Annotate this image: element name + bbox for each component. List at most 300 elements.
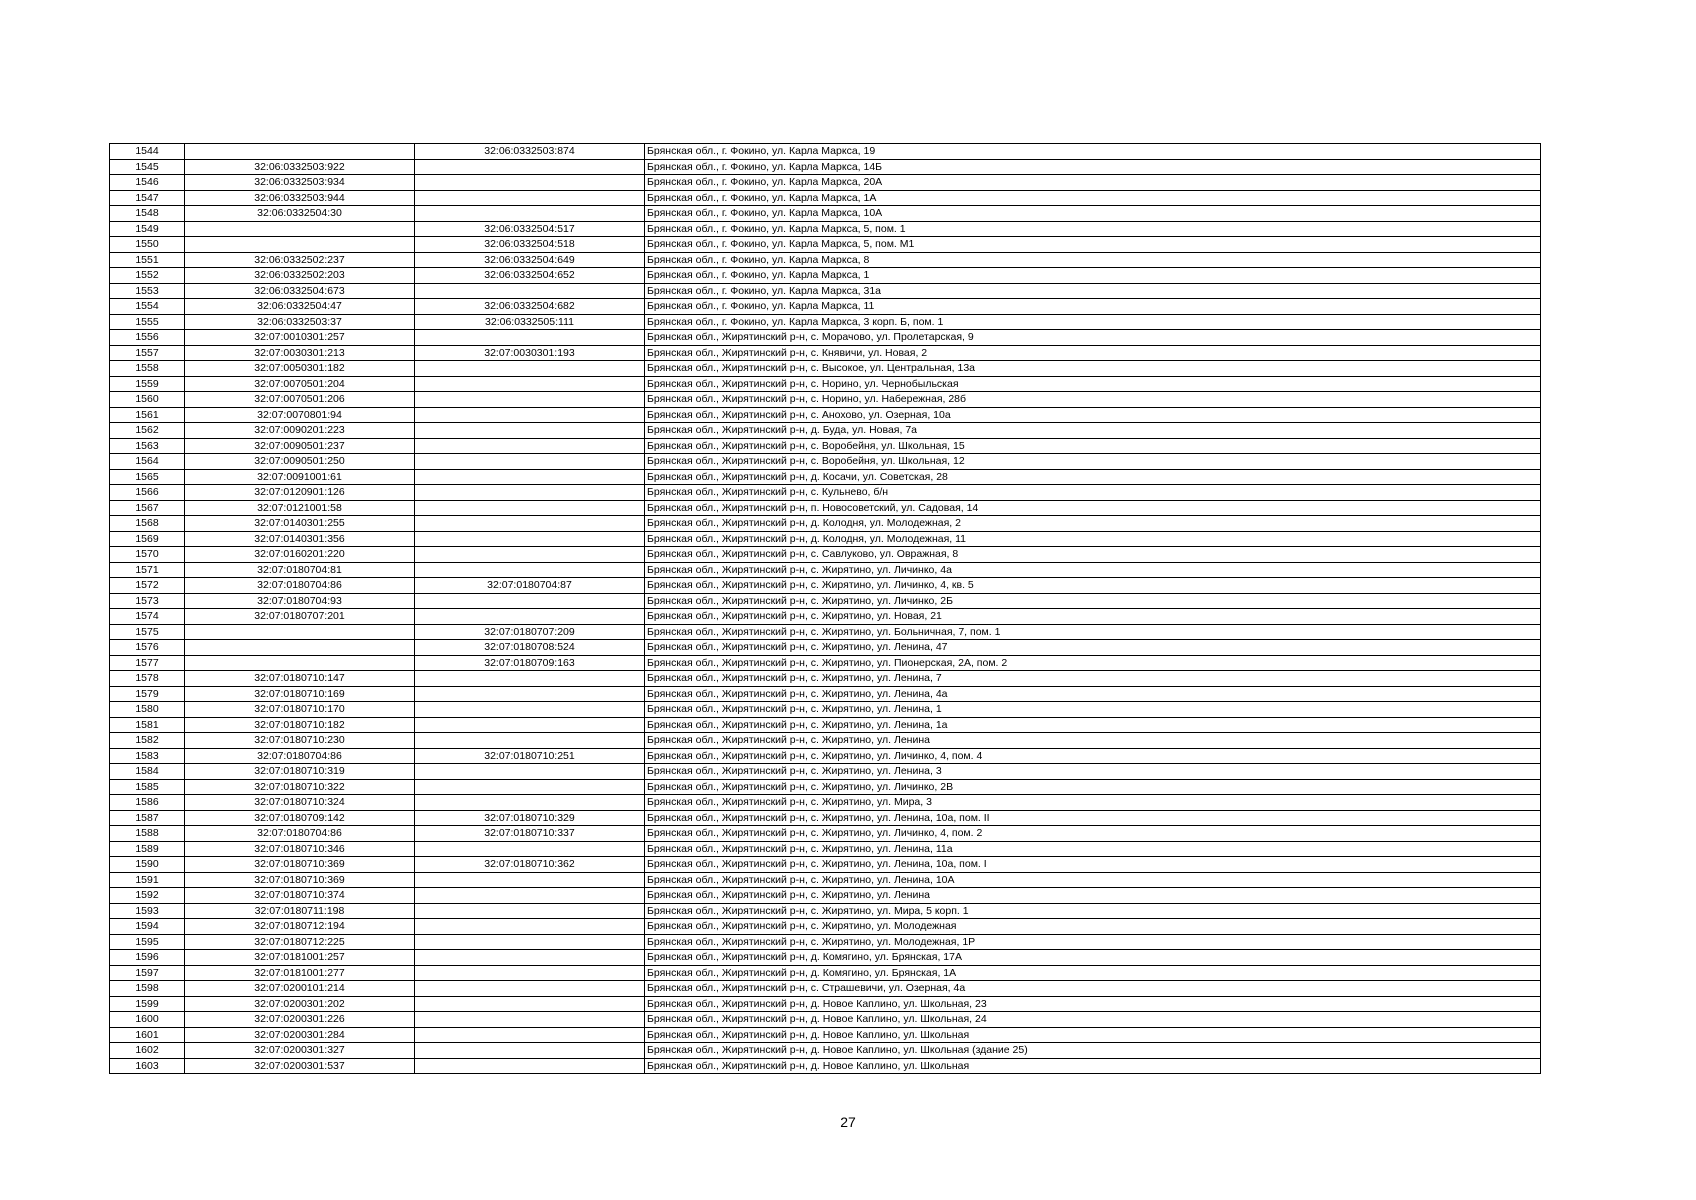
premises-cadastral-number-cell [415, 965, 645, 981]
cadastral-number-cell: 32:07:0180707:201 [185, 609, 415, 625]
address-cell: Брянская обл., Жирятинский р-н, с. Княвичи, ул. Новая, 2 [645, 345, 1541, 361]
premises-cadastral-number-cell: 32:07:0180710:251 [415, 748, 645, 764]
cadastral-number-cell: 32:07:0180710:169 [185, 686, 415, 702]
premises-cadastral-number-cell [415, 407, 645, 423]
row-number-cell: 1599 [110, 996, 185, 1012]
address-cell: Брянская обл., г. Фокино, ул. Карла Маркса, 20А [645, 175, 1541, 191]
cadastral-number-cell: 32:07:0180704:81 [185, 562, 415, 578]
cadastral-number-cell: 32:07:0180710:324 [185, 795, 415, 811]
address-cell: Брянская обл., г. Фокино, ул. Карла Маркса, 11 [645, 299, 1541, 315]
row-number-cell: 1551 [110, 252, 185, 268]
premises-cadastral-number-cell [415, 516, 645, 532]
row-number-cell: 1573 [110, 593, 185, 609]
address-cell: Брянская обл., Жирятинский р-н, с. Жирятино, ул. Ленина, 4а [645, 686, 1541, 702]
premises-cadastral-number-cell [415, 330, 645, 346]
table-row [110, 516, 1541, 532]
address-cell: Брянская обл., Жирятинский р-н, с. Страшевичи, ул. Озерная, 4а [645, 981, 1541, 997]
premises-cadastral-number-cell [415, 872, 645, 888]
table-row [110, 640, 1541, 656]
cadastral-number-cell: 32:07:0180704:86 [185, 748, 415, 764]
premises-cadastral-number-cell [415, 733, 645, 749]
table-row [110, 981, 1541, 997]
cadastral-number-cell [185, 221, 415, 237]
row-number-cell: 1561 [110, 407, 185, 423]
cadastral-number-cell: 32:06:0332504:673 [185, 283, 415, 299]
address-cell: Брянская обл., Жирятинский р-н, с. Жирятино, ул. Ленина, 7 [645, 671, 1541, 687]
table-row [110, 485, 1541, 501]
row-number-cell: 1553 [110, 283, 185, 299]
cadastral-number-cell: 32:07:0181001:257 [185, 950, 415, 966]
table-row [110, 500, 1541, 516]
premises-cadastral-number-cell [415, 1043, 645, 1059]
address-cell: Брянская обл., г. Фокино, ул. Карла Маркса, 8 [645, 252, 1541, 268]
row-number-cell: 1601 [110, 1027, 185, 1043]
premises-cadastral-number-cell: 32:07:0180710:362 [415, 857, 645, 873]
address-cell: Брянская обл., Жирятинский р-н, с. Высокое, ул. Центральная, 13а [645, 361, 1541, 377]
cadastral-number-cell: 32:07:0070801:94 [185, 407, 415, 423]
cadastral-number-cell: 32:07:0200301:284 [185, 1027, 415, 1043]
table-row [110, 717, 1541, 733]
table-row [110, 392, 1541, 408]
premises-cadastral-number-cell [415, 562, 645, 578]
row-number-cell: 1570 [110, 547, 185, 563]
premises-cadastral-number-cell [415, 159, 645, 175]
address-cell: Брянская обл., Жирятинский р-н, с. Жирятино, ул. Пионерская, 2А, пом. 2 [645, 655, 1541, 671]
address-cell: Брянская обл., Жирятинский р-н, д. Комягино, ул. Брянская, 1А [645, 965, 1541, 981]
row-number-cell: 1591 [110, 872, 185, 888]
address-cell: Брянская обл., Жирятинский р-н, д. Новое Каплино, ул. Школьная, 24 [645, 1012, 1541, 1028]
address-cell: Брянская обл., Жирятинский р-н, с. Жирятино, ул. Молодежная [645, 919, 1541, 935]
premises-cadastral-number-cell: 32:07:0180710:329 [415, 810, 645, 826]
table-row [110, 531, 1541, 547]
address-cell: Брянская обл., Жирятинский р-н, с. Жирятино, ул. Ленина, 47 [645, 640, 1541, 656]
premises-cadastral-number-cell: 32:06:0332504:682 [415, 299, 645, 315]
premises-cadastral-number-cell [415, 764, 645, 780]
premises-cadastral-number-cell: 32:07:0180710:337 [415, 826, 645, 842]
address-cell: Брянская обл., Жирятинский р-н, с. Жирятино, ул. Личинко, 4, кв. 5 [645, 578, 1541, 594]
address-cell: Брянская обл., г. Фокино, ул. Карла Маркса, 1А [645, 190, 1541, 206]
premises-cadastral-number-cell [415, 593, 645, 609]
row-number-cell: 1602 [110, 1043, 185, 1059]
cadastral-number-cell: 32:07:0140301:255 [185, 516, 415, 532]
premises-cadastral-number-cell [415, 702, 645, 718]
cadastral-number-cell: 32:07:0090201:223 [185, 423, 415, 439]
cadastral-number-cell: 32:07:0180710:182 [185, 717, 415, 733]
row-number-cell: 1585 [110, 779, 185, 795]
address-cell: Брянская обл., Жирятинский р-н, п. Новосоветский, ул. Садовая, 14 [645, 500, 1541, 516]
table-row [110, 671, 1541, 687]
premises-cadastral-number-cell [415, 438, 645, 454]
premises-cadastral-number-cell [415, 1027, 645, 1043]
premises-cadastral-number-cell: 32:07:0180704:87 [415, 578, 645, 594]
cadastral-number-cell: 32:07:0030301:213 [185, 345, 415, 361]
address-cell: Брянская обл., Жирятинский р-н, с. Воробейня, ул. Школьная, 12 [645, 454, 1541, 470]
cadastral-number-cell: 32:06:0332504:47 [185, 299, 415, 315]
row-number-cell: 1547 [110, 190, 185, 206]
cadastral-number-cell: 32:07:0180704:93 [185, 593, 415, 609]
row-number-cell: 1559 [110, 376, 185, 392]
row-number-cell: 1567 [110, 500, 185, 516]
table-row [110, 268, 1541, 284]
row-number-cell: 1578 [110, 671, 185, 687]
address-cell: Брянская обл., Жирятинский р-н, с. Жирятино, ул. Ленина, 10А [645, 872, 1541, 888]
table-row [110, 857, 1541, 873]
premises-cadastral-number-cell: 32:07:0180708:524 [415, 640, 645, 656]
address-cell: Брянская обл., Жирятинский р-н, с. Жирятино, ул. Ленина, 11а [645, 841, 1541, 857]
premises-cadastral-number-cell [415, 888, 645, 904]
row-number-cell: 1565 [110, 469, 185, 485]
cadastral-number-cell: 32:06:0332503:922 [185, 159, 415, 175]
row-number-cell: 1558 [110, 361, 185, 377]
address-cell: Брянская обл., г. Фокино, ул. Карла Маркса, 14Б [645, 159, 1541, 175]
page-number: 27 [840, 1114, 856, 1130]
table-row [110, 190, 1541, 206]
table-row [110, 299, 1541, 315]
table-row [110, 144, 1541, 160]
premises-cadastral-number-cell: 32:06:0332505:111 [415, 314, 645, 330]
cadastral-number-cell [185, 624, 415, 640]
address-cell: Брянская обл., Жирятинский р-н, с. Жирятино, ул. Личинко, 4а [645, 562, 1541, 578]
premises-cadastral-number-cell: 32:07:0030301:193 [415, 345, 645, 361]
table-row [110, 159, 1541, 175]
table-row [110, 764, 1541, 780]
address-cell: Брянская обл., Жирятинский р-н, с. Морачово, ул. Пролетарская, 9 [645, 330, 1541, 346]
premises-cadastral-number-cell [415, 779, 645, 795]
table-row [110, 1027, 1541, 1043]
cadastral-number-cell: 32:07:0180710:346 [185, 841, 415, 857]
premises-cadastral-number-cell [415, 376, 645, 392]
cadastral-number-cell: 32:06:0332503:934 [185, 175, 415, 191]
table-row [110, 795, 1541, 811]
table-row [110, 872, 1541, 888]
premises-cadastral-number-cell [415, 500, 645, 516]
table-row [110, 283, 1541, 299]
row-number-cell: 1566 [110, 485, 185, 501]
premises-cadastral-number-cell [415, 175, 645, 191]
premises-cadastral-number-cell [415, 1058, 645, 1074]
address-cell: Брянская обл., Жирятинский р-н, д. Буда, ул. Новая, 7а [645, 423, 1541, 439]
cadastral-number-cell: 32:07:0010301:257 [185, 330, 415, 346]
row-number-cell: 1598 [110, 981, 185, 997]
cadastral-number-cell: 32:07:0070501:204 [185, 376, 415, 392]
cadastral-number-cell: 32:07:0200301:537 [185, 1058, 415, 1074]
table-row [110, 748, 1541, 764]
row-number-cell: 1544 [110, 144, 185, 160]
row-number-cell: 1584 [110, 764, 185, 780]
table-row [110, 1058, 1541, 1074]
row-number-cell: 1555 [110, 314, 185, 330]
cadastral-number-cell: 32:07:0180710:230 [185, 733, 415, 749]
row-number-cell: 1560 [110, 392, 185, 408]
table-row [110, 934, 1541, 950]
address-cell: Брянская обл., Жирятинский р-н, с. Норино, ул. Чернобыльская [645, 376, 1541, 392]
address-cell: Брянская обл., Жирятинский р-н, с. Жирятино, ул. Мира, 3 [645, 795, 1541, 811]
address-cell: Брянская обл., Жирятинский р-н, с. Жирятино, ул. Личинко, 4, пом. 4 [645, 748, 1541, 764]
cadastral-number-cell: 32:07:0180711:198 [185, 903, 415, 919]
row-number-cell: 1592 [110, 888, 185, 904]
table-row [110, 733, 1541, 749]
address-cell: Брянская обл., Жирятинский р-н, с. Воробейня, ул. Школьная, 15 [645, 438, 1541, 454]
address-cell: Брянская обл., Жирятинский р-н, с. Жирятино, ул. Ленина [645, 733, 1541, 749]
premises-cadastral-number-cell [415, 671, 645, 687]
address-cell: Брянская обл., г. Фокино, ул. Карла Маркса, 1 [645, 268, 1541, 284]
table-row [110, 175, 1541, 191]
premises-cadastral-number-cell [415, 454, 645, 470]
table-row [110, 206, 1541, 222]
premises-cadastral-number-cell: 32:06:0332503:874 [415, 144, 645, 160]
cadastral-number-cell: 32:07:0180710:319 [185, 764, 415, 780]
premises-cadastral-number-cell [415, 686, 645, 702]
cadastral-number-cell: 32:07:0180710:147 [185, 671, 415, 687]
address-cell: Брянская обл., Жирятинский р-н, д. Новое Каплино, ул. Школьная [645, 1027, 1541, 1043]
row-number-cell: 1582 [110, 733, 185, 749]
row-number-cell: 1595 [110, 934, 185, 950]
row-number-cell: 1597 [110, 965, 185, 981]
cadastral-number-cell: 32:07:0120901:126 [185, 485, 415, 501]
table-row [110, 609, 1541, 625]
premises-cadastral-number-cell [415, 531, 645, 547]
address-cell: Брянская обл., Жирятинский р-н, с. Жирятино, ул. Мира, 5 корп. 1 [645, 903, 1541, 919]
row-number-cell: 1571 [110, 562, 185, 578]
row-number-cell: 1554 [110, 299, 185, 315]
premises-cadastral-number-cell: 32:06:0332504:518 [415, 237, 645, 253]
table-row [110, 578, 1541, 594]
cadastral-number-cell: 32:07:0181001:277 [185, 965, 415, 981]
address-cell: Брянская обл., Жирятинский р-н, д. Комягино, ул. Брянская, 17А [645, 950, 1541, 966]
premises-cadastral-number-cell [415, 795, 645, 811]
table-row [110, 810, 1541, 826]
premises-cadastral-number-cell [415, 717, 645, 733]
address-cell: Брянская обл., Жирятинский р-н, д. Новое Каплино, ул. Школьная (здание 25) [645, 1043, 1541, 1059]
cadastral-number-cell: 32:07:0070501:206 [185, 392, 415, 408]
row-number-cell: 1603 [110, 1058, 185, 1074]
table-row [110, 593, 1541, 609]
cadastral-number-cell: 32:07:0200301:226 [185, 1012, 415, 1028]
row-number-cell: 1550 [110, 237, 185, 253]
table-row [110, 407, 1541, 423]
premises-cadastral-number-cell [415, 283, 645, 299]
row-number-cell: 1590 [110, 857, 185, 873]
address-cell: Брянская обл., Жирятинский р-н, д. Новое Каплино, ул. Школьная [645, 1058, 1541, 1074]
address-cell: Брянская обл., Жирятинский р-н, с. Жирятино, ул. Новая, 21 [645, 609, 1541, 625]
table-row [110, 314, 1541, 330]
premises-cadastral-number-cell [415, 392, 645, 408]
premises-cadastral-number-cell [415, 1012, 645, 1028]
row-number-cell: 1575 [110, 624, 185, 640]
premises-cadastral-number-cell [415, 841, 645, 857]
row-number-cell: 1589 [110, 841, 185, 857]
cadastral-number-cell [185, 655, 415, 671]
table-row [110, 950, 1541, 966]
row-number-cell: 1579 [110, 686, 185, 702]
row-number-cell: 1581 [110, 717, 185, 733]
row-number-cell: 1545 [110, 159, 185, 175]
premises-cadastral-number-cell [415, 934, 645, 950]
row-number-cell: 1587 [110, 810, 185, 826]
address-cell: Брянская обл., Жирятинский р-н, д. Новое Каплино, ул. Школьная, 23 [645, 996, 1541, 1012]
cadastral-number-cell: 32:07:0180710:374 [185, 888, 415, 904]
cadastral-number-cell: 32:07:0180710:369 [185, 872, 415, 888]
table-row [110, 624, 1541, 640]
premises-cadastral-number-cell: 32:07:0180709:163 [415, 655, 645, 671]
address-cell: Брянская обл., Жирятинский р-н, д. Колодня, ул. Молодежная, 11 [645, 531, 1541, 547]
table-row [110, 1012, 1541, 1028]
address-cell: Брянская обл., Жирятинский р-н, с. Жирятино, ул. Больничная, 7, пом. 1 [645, 624, 1541, 640]
address-cell: Брянская обл., Жирятинский р-н, с. Жирятино, ул. Личинко, 2В [645, 779, 1541, 795]
cadastral-number-cell [185, 640, 415, 656]
row-number-cell: 1552 [110, 268, 185, 284]
table-row [110, 996, 1541, 1012]
property-registry-table [109, 143, 1541, 1074]
table-row [110, 779, 1541, 795]
address-cell: Брянская обл., г. Фокино, ул. Карла Маркса, 5, пом. 1 [645, 221, 1541, 237]
address-cell: Брянская обл., г. Фокино, ул. Карла Маркса, 19 [645, 144, 1541, 160]
table-row [110, 423, 1541, 439]
row-number-cell: 1583 [110, 748, 185, 764]
cadastral-number-cell: 32:07:0140301:356 [185, 531, 415, 547]
row-number-cell: 1549 [110, 221, 185, 237]
address-cell: Брянская обл., Жирятинский р-н, с. Жирятино, ул. Ленина, 1а [645, 717, 1541, 733]
cadastral-number-cell: 32:07:0160201:220 [185, 547, 415, 563]
cadastral-number-cell: 32:06:0332503:944 [185, 190, 415, 206]
premises-cadastral-number-cell [415, 919, 645, 935]
row-number-cell: 1563 [110, 438, 185, 454]
table-row [110, 562, 1541, 578]
table-row [110, 655, 1541, 671]
address-cell: Брянская обл., Жирятинский р-н, с. Жирятино, ул. Молодежная, 1Р [645, 934, 1541, 950]
cadastral-number-cell: 32:07:0180712:225 [185, 934, 415, 950]
cadastral-number-cell: 32:07:0180710:322 [185, 779, 415, 795]
address-cell: Брянская обл., г. Фокино, ул. Карла Маркса, 31а [645, 283, 1541, 299]
row-number-cell: 1576 [110, 640, 185, 656]
table-row [110, 888, 1541, 904]
address-cell: Брянская обл., Жирятинский р-н, д. Колодня, ул. Молодежная, 2 [645, 516, 1541, 532]
address-cell: Брянская обл., Жирятинский р-н, д. Косачи, ул. Советская, 28 [645, 469, 1541, 485]
cadastral-number-cell: 32:07:0180709:142 [185, 810, 415, 826]
row-number-cell: 1569 [110, 531, 185, 547]
table-row [110, 919, 1541, 935]
row-number-cell: 1588 [110, 826, 185, 842]
table-row [110, 903, 1541, 919]
table-row [110, 965, 1541, 981]
cadastral-number-cell: 32:06:0332503:37 [185, 314, 415, 330]
address-cell: Брянская обл., Жирятинский р-н, с. Жирятино, ул. Ленина, 10а, пом. I [645, 857, 1541, 873]
cadastral-number-cell: 32:07:0091001:61 [185, 469, 415, 485]
premises-cadastral-number-cell [415, 903, 645, 919]
row-number-cell: 1600 [110, 1012, 185, 1028]
address-cell: Брянская обл., Жирятинский р-н, с. Жирятино, ул. Личинко, 2Б [645, 593, 1541, 609]
premises-cadastral-number-cell [415, 609, 645, 625]
cadastral-number-cell: 32:06:0332504:30 [185, 206, 415, 222]
table-row [110, 841, 1541, 857]
premises-cadastral-number-cell [415, 361, 645, 377]
table-row [110, 221, 1541, 237]
table-row [110, 361, 1541, 377]
table-row [110, 469, 1541, 485]
premises-cadastral-number-cell [415, 206, 645, 222]
address-cell: Брянская обл., Жирятинский р-н, с. Савлуково, ул. Овражная, 8 [645, 547, 1541, 563]
premises-cadastral-number-cell: 32:06:0332504:517 [415, 221, 645, 237]
cadastral-number-cell: 32:07:0200101:214 [185, 981, 415, 997]
table-row [110, 252, 1541, 268]
cadastral-number-cell [185, 144, 415, 160]
row-number-cell: 1548 [110, 206, 185, 222]
row-number-cell: 1572 [110, 578, 185, 594]
cadastral-number-cell: 32:06:0332502:203 [185, 268, 415, 284]
cadastral-number-cell: 32:07:0180710:170 [185, 702, 415, 718]
cadastral-number-cell: 32:07:0200301:327 [185, 1043, 415, 1059]
table-row [110, 454, 1541, 470]
address-cell: Брянская обл., Жирятинский р-н, с. Жирятино, ул. Ленина, 1 [645, 702, 1541, 718]
address-cell: Брянская обл., г. Фокино, ул. Карла Маркса, 10А [645, 206, 1541, 222]
cadastral-number-cell: 32:07:0180712:194 [185, 919, 415, 935]
row-number-cell: 1593 [110, 903, 185, 919]
address-cell: Брянская обл., г. Фокино, ул. Карла Маркса, 3 корп. Б, пом. 1 [645, 314, 1541, 330]
premises-cadastral-number-cell [415, 190, 645, 206]
row-number-cell: 1594 [110, 919, 185, 935]
address-cell: Брянская обл., Жирятинский р-н, с. Кульнево, б/н [645, 485, 1541, 501]
address-cell: Брянская обл., г. Фокино, ул. Карла Маркса, 5, пом. М1 [645, 237, 1541, 253]
row-number-cell: 1556 [110, 330, 185, 346]
table-body [110, 144, 1541, 1074]
row-number-cell: 1596 [110, 950, 185, 966]
premises-cadastral-number-cell [415, 423, 645, 439]
table-row [110, 826, 1541, 842]
table-row [110, 330, 1541, 346]
address-cell: Брянская обл., Жирятинский р-н, с. Норино, ул. Набережная, 28б [645, 392, 1541, 408]
row-number-cell: 1557 [110, 345, 185, 361]
row-number-cell: 1577 [110, 655, 185, 671]
table-row [110, 438, 1541, 454]
premises-cadastral-number-cell [415, 469, 645, 485]
cadastral-number-cell: 32:07:0180704:86 [185, 826, 415, 842]
cadastral-number-cell: 32:07:0200301:202 [185, 996, 415, 1012]
address-cell: Брянская обл., Жирятинский р-н, с. Жирятино, ул. Ленина, 3 [645, 764, 1541, 780]
row-number-cell: 1546 [110, 175, 185, 191]
cadastral-number-cell: 32:07:0050301:182 [185, 361, 415, 377]
premises-cadastral-number-cell: 32:07:0180707:209 [415, 624, 645, 640]
address-cell: Брянская обл., Жирятинский р-н, с. Жирятино, ул. Ленина, 10а, пом. II [645, 810, 1541, 826]
cadastral-number-cell: 32:07:0090501:237 [185, 438, 415, 454]
table-row [110, 547, 1541, 563]
table-row [110, 686, 1541, 702]
cadastral-number-cell [185, 237, 415, 253]
table-row [110, 702, 1541, 718]
row-number-cell: 1568 [110, 516, 185, 532]
row-number-cell: 1564 [110, 454, 185, 470]
row-number-cell: 1574 [110, 609, 185, 625]
cadastral-number-cell: 32:07:0180704:86 [185, 578, 415, 594]
cadastral-number-cell: 32:07:0180710:369 [185, 857, 415, 873]
premises-cadastral-number-cell [415, 981, 645, 997]
table-row [110, 345, 1541, 361]
cadastral-number-cell: 32:06:0332502:237 [185, 252, 415, 268]
row-number-cell: 1580 [110, 702, 185, 718]
table-row [110, 237, 1541, 253]
premises-cadastral-number-cell [415, 485, 645, 501]
cadastral-number-cell: 32:07:0090501:250 [185, 454, 415, 470]
premises-cadastral-number-cell [415, 950, 645, 966]
premises-cadastral-number-cell [415, 547, 645, 563]
row-number-cell: 1586 [110, 795, 185, 811]
cadastral-number-cell: 32:07:0121001:58 [185, 500, 415, 516]
address-cell: Брянская обл., Жирятинский р-н, с. Жирятино, ул. Личинко, 4, пом. 2 [645, 826, 1541, 842]
table-row [110, 1043, 1541, 1059]
premises-cadastral-number-cell: 32:06:0332504:652 [415, 268, 645, 284]
premises-cadastral-number-cell: 32:06:0332504:649 [415, 252, 645, 268]
address-cell: Брянская обл., Жирятинский р-н, с. Анохово, ул. Озерная, 10а [645, 407, 1541, 423]
premises-cadastral-number-cell [415, 996, 645, 1012]
